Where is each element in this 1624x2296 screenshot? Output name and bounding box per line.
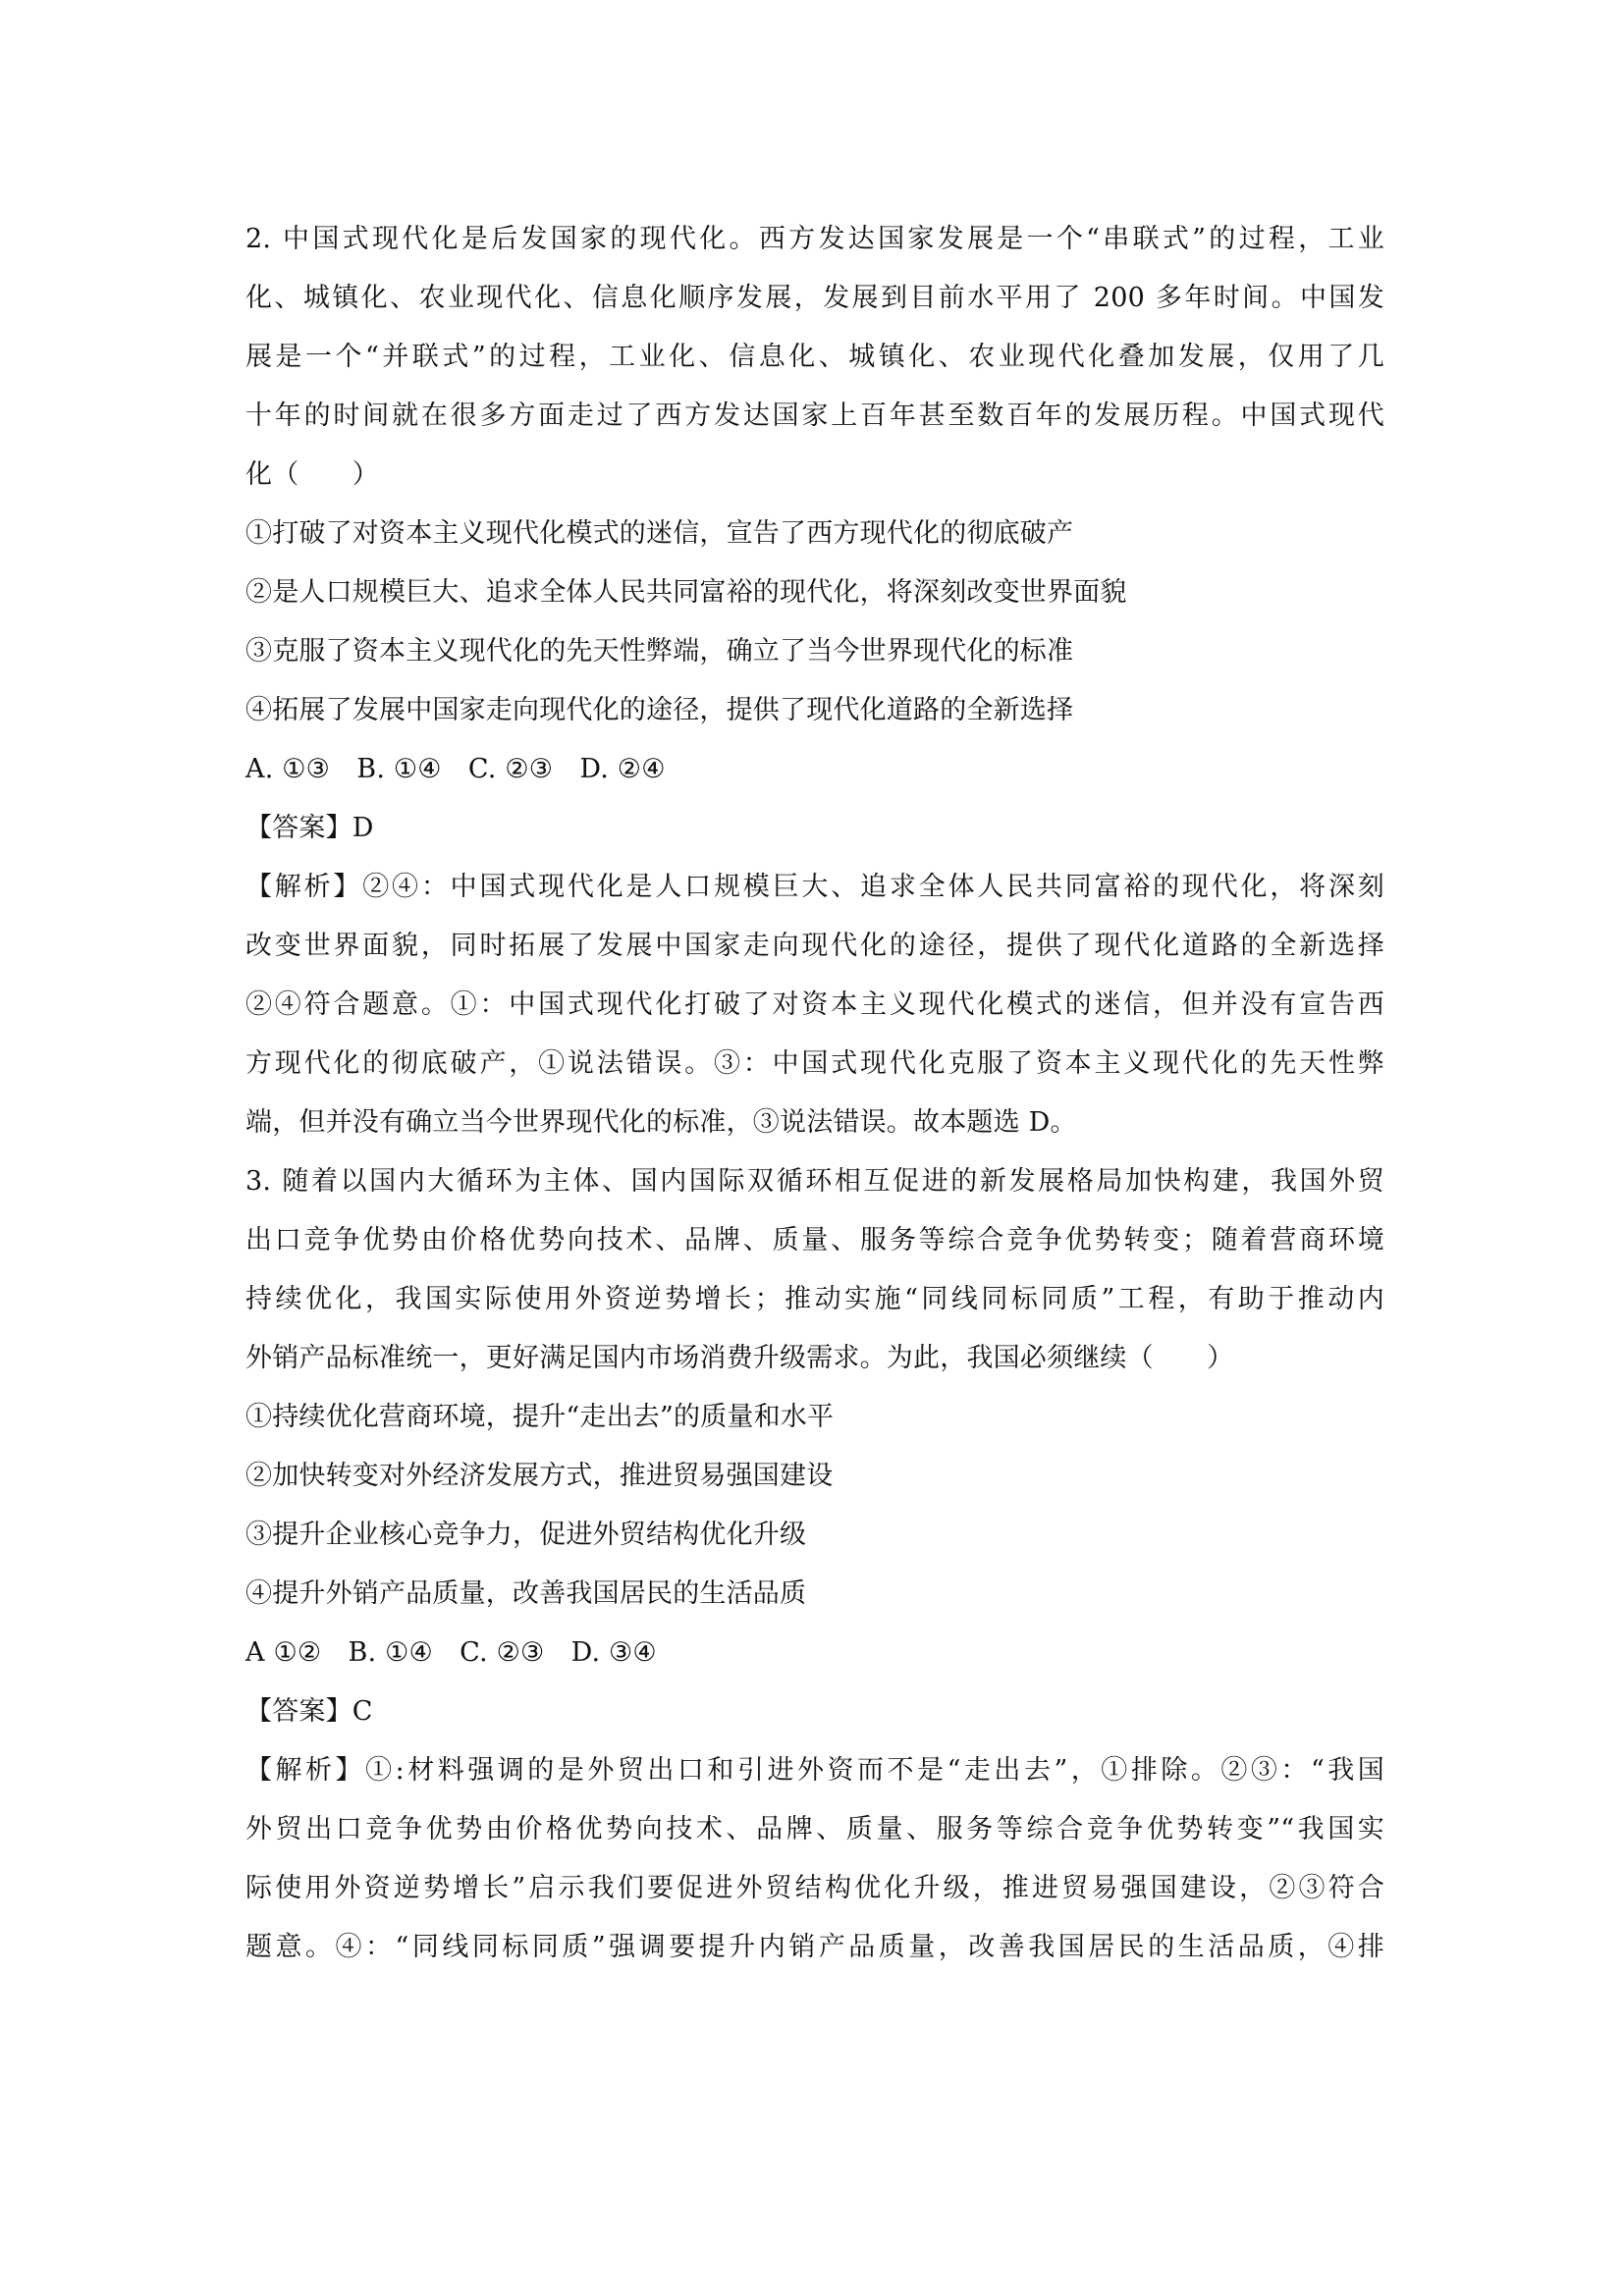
question-3-stem-line-3: 持续优化，我国实际使用外资逆势增长；推动实施“同线同标同质”工程，有助于推动内 (245, 1284, 1384, 1314)
question-3-answer: 【答案】C (245, 1696, 373, 1727)
question-2-options: A. ①③ B. ①④ C. ②③ D. ②④ (245, 754, 666, 784)
document-body (245, 210, 1384, 1977)
question-3-stem-line-4: 外销产品标准统一，更好满足国内市场消费升级需求。为此，我国必须继续（ ） (245, 1343, 1234, 1373)
question-2-statement-3: ③克服了资本主义现代化的先天性弊端，确立了当今世界现代化的标准 (245, 636, 1074, 667)
question-2-statement-4: ④拓展了发展中国家走向现代化的途径，提供了现代化道路的全新选择 (245, 695, 1074, 725)
question-2-answer: 【答案】D (245, 813, 374, 843)
question-3-statement-3: ③提升企业核心竞争力，促进外贸结构优化升级 (245, 1520, 807, 1550)
question-3-analysis-line-2: 外贸出口竞争优势由价格优势向技术、品牌、质量、服务等综合竞争优势转变”“我国实 (245, 1814, 1384, 1844)
question-2-stem-line-3: 展是一个“并联式”的过程，工业化、信息化、城镇化、农业现代化叠加发展，仅用了几 (245, 342, 1384, 372)
question-2-analysis-line-4: 方现代化的彻底破产，①说法错误。③：中国式现代化克服了资本主义现代化的先天性弊 (245, 1048, 1384, 1079)
question-3-statement-2: ②加快转变对外经济发展方式，推进贸易强国建设 (245, 1461, 834, 1491)
question-2-stem-line-4: 十年的时间就在很多方面走过了西方发达国家上百年甚至数百年的发展历程。中国式现代 (245, 400, 1384, 431)
question-2-analysis-line-3: ②④符合题意。①：中国式现代化打破了对资本主义现代化模式的迷信，但并没有宣告西 (245, 989, 1384, 1020)
question-3-stem-line-2: 出口竞争优势由价格优势向技术、品牌、质量、服务等综合竞争优势转变；随着营商环境 (245, 1225, 1384, 1255)
question-3-options: A ①② B. ①④ C. ②③ D. ③④ (245, 1637, 657, 1668)
question-3-statement-4: ④提升外销产品质量，改善我国居民的生活品质 (245, 1578, 807, 1609)
question-2-analysis-line-1: 【解析】②④：中国式现代化是人口规模巨大、追求全体人民共同富裕的现代化，将深刻 (245, 872, 1384, 902)
question-2-analysis-line-5: 端，但并没有确立当今世界现代化的标准，③说法错误。故本题选 D。 (245, 1107, 1077, 1138)
question-2-stem-line-1: 2. 中国式现代化是后发国家的现代化。西方发达国家发展是一个“串联式”的过程，工业 (245, 224, 1384, 254)
question-3-statement-1: ①持续优化营商环境，提升“走出去”的质量和水平 (245, 1402, 835, 1432)
question-2-stem-line-2: 化、城镇化、农业现代化、信息化顺序发展，发展到目前水平用了 200 多年时间。中国发 (245, 283, 1384, 313)
question-3-analysis-line-3: 际使用外资逆势增长”启示我们要促进外贸结构优化升级，推进贸易强国建设，②③符合 (245, 1873, 1384, 1903)
question-2-statement-2: ②是人口规模巨大、追求全体人民共同富裕的现代化，将深刻改变世界面貌 (245, 577, 1127, 608)
question-3-analysis-line-4: 题意。④：“同线同标同质”强调要提升内销产品质量，改善我国居民的生活品质，④排 (245, 1932, 1384, 1962)
question-3-analysis-line-1: 【解析】①:材料强调的是外贸出口和引进外资而不是“走出去”，①排除。②③：“我国 (245, 1755, 1384, 1786)
question-2-stem-line-5: 化（ ） (245, 459, 379, 490)
question-3-stem-line-1: 3. 随着以国内大循环为主体、国内国际双循环相互促进的新发展格局加快构建，我国外贸 (245, 1166, 1384, 1197)
question-2-statement-1: ①打破了对资本主义现代化模式的迷信，宣告了西方现代化的彻底破产 (245, 518, 1074, 549)
question-2-analysis-line-2: 改变世界面貌，同时拓展了发展中国家走向现代化的途径，提供了现代化道路的全新选择 (245, 931, 1384, 961)
